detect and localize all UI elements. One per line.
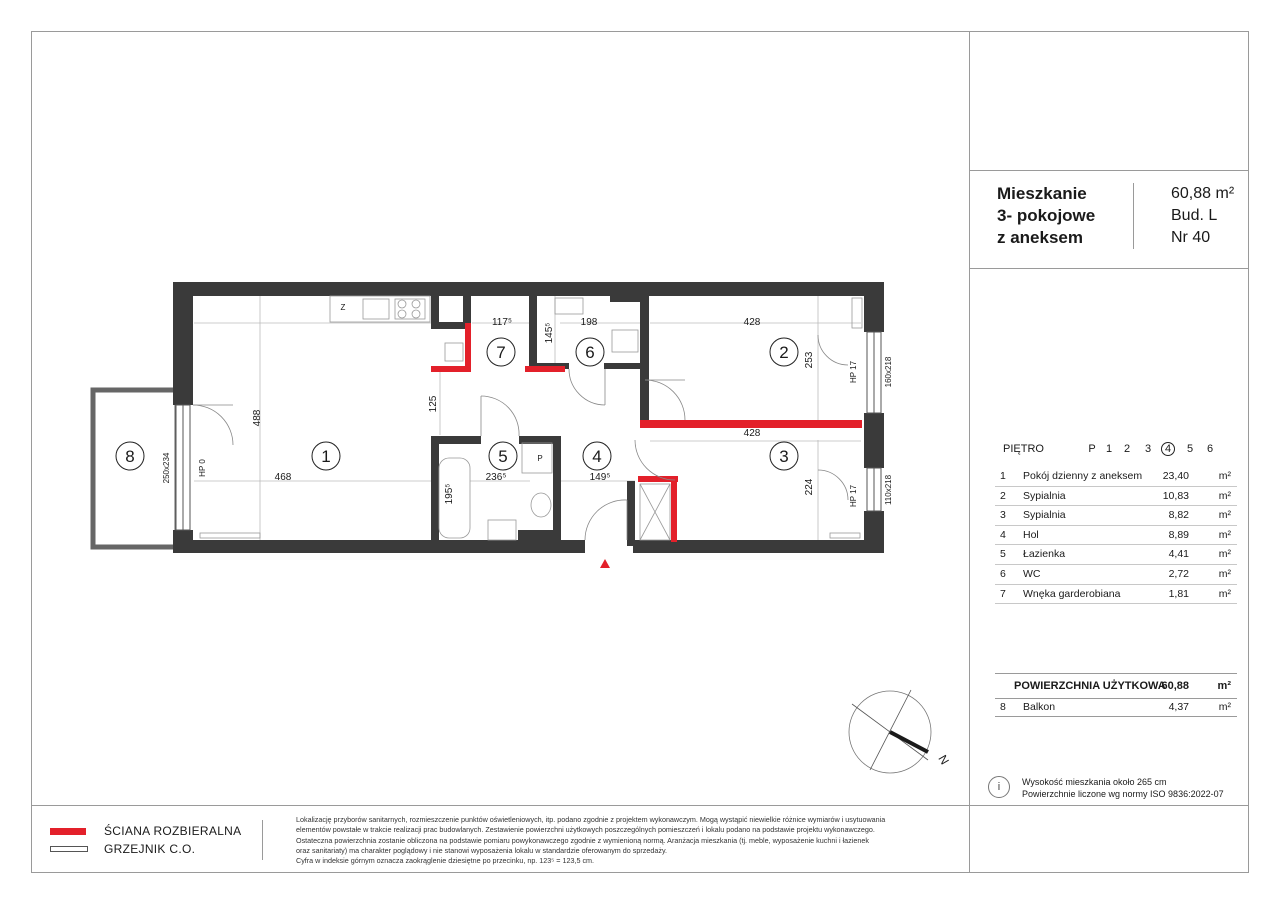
floor-3: 3: [1144, 443, 1152, 455]
sill-height-2: HP 17: [849, 484, 858, 508]
room-unit: m²: [1218, 509, 1231, 522]
footer-rule: [31, 805, 969, 806]
balcony-row: [995, 698, 1237, 717]
building: Bud. L: [1171, 207, 1218, 224]
note-norm: Powierzchnie liczone wg normy ISO 9836:2022-07: [1022, 789, 1224, 799]
floor-4-active: 4: [1161, 442, 1175, 456]
floor-p: P: [1088, 443, 1096, 455]
room-7-label: 7: [496, 343, 506, 362]
room-area: 4,41: [1168, 548, 1189, 561]
apartment-number: Nr 40: [1171, 229, 1211, 246]
dim-1455: 145⁵: [544, 322, 555, 344]
title-line-2: 3- pokojowe: [997, 206, 1096, 225]
total-unit: m²: [1217, 680, 1231, 692]
room-no: 2: [1000, 489, 1006, 502]
room-no: 4: [1000, 528, 1006, 541]
sidebar-divider: [969, 31, 970, 873]
title-line-1: Mieszkanie: [997, 184, 1087, 203]
window-size-2: 110x218: [884, 474, 893, 506]
washer-label: P: [537, 454, 543, 463]
total-label: POWIERZCHNIA UŻYTKOWA: [1014, 680, 1166, 692]
disclaimer-line: Lokalizację przyborów sanitarnych, rozmieszczenie punktów oświetleniowych, itp. podano zgodnie z projektem wykonawczym. Mogą wystąpić niewielkie różnice wymiarów i usytuowania: [296, 815, 886, 824]
compass-rose: [849, 690, 931, 773]
room-4-label: 4: [592, 447, 602, 466]
room-row: [995, 545, 1237, 565]
room-row: [995, 585, 1237, 605]
dim-428-mid: 428: [743, 428, 761, 439]
legend-radiator-label: GRZEJNIK C.O.: [104, 842, 196, 856]
room-no: 1: [1000, 470, 1006, 482]
room-row: [995, 467, 1237, 487]
note-height: Wysokość mieszkania około 265 cm: [1022, 777, 1167, 787]
legend-removable-wall-label: ŚCIANA ROZBIERALNA: [104, 824, 242, 838]
disclaimer-line: Cyfra w indeksie górnym oznacza zaokrąglenie dziesiętne po przecinku, np. 123⁵ = 123,5 cm.: [296, 856, 595, 866]
room-unit: m²: [1218, 567, 1231, 580]
window-size-1: 160x218: [884, 356, 893, 388]
room-area: 23,40: [1162, 470, 1189, 482]
room-unit: m²: [1218, 587, 1231, 600]
room-name: Sypialnia: [1023, 489, 1066, 502]
room-row: [995, 565, 1237, 585]
dim-253: 253: [804, 351, 815, 369]
floor-selector: [1003, 443, 1233, 459]
entrance-marker: [600, 559, 610, 568]
dim-488: 488: [252, 409, 263, 427]
room-area: 8,89: [1168, 528, 1189, 541]
removable-wall: [671, 476, 677, 542]
room-unit: m²: [1218, 548, 1231, 561]
room-2-label: 2: [779, 343, 789, 362]
room-name: WC: [1023, 567, 1041, 580]
dim-1955: 195⁵: [444, 483, 455, 505]
floor-5: 5: [1186, 443, 1194, 455]
removable-wall-swatch: [50, 828, 86, 835]
disclaimer-line: oraz sanitariaty) ma charakter poglądowy i nie stanowi wyposażenia lokalu w standardzie oferowanym do sprzedaży.: [296, 845, 668, 855]
room-name: Wnęka garderobiana: [1023, 587, 1121, 600]
room-no: 5: [1000, 548, 1006, 561]
room-6-label: 6: [585, 343, 595, 362]
room-row: [995, 526, 1237, 546]
removable-wall: [640, 420, 862, 428]
room-area: 8,82: [1168, 509, 1189, 522]
disclaimer: [296, 815, 956, 866]
sidebar-footer-rule: [969, 805, 1249, 806]
fridge-label: Z: [340, 303, 346, 312]
disclaimer-line: elementów powstałe w trakcie realizacji prac budowlanych. Zestawienie powierzchni użytkowych poszczególnych pomieszczeń i lokalu podano na podstawie projektu wykonawczego.: [296, 825, 875, 835]
north-label: N: [935, 752, 952, 768]
removable-wall: [525, 366, 565, 372]
room-3-label: 3: [779, 447, 789, 466]
room-unit: m²: [1218, 489, 1231, 502]
room-unit: m²: [1218, 528, 1231, 541]
room-name: Łazienka: [1023, 548, 1066, 561]
floor-6: 6: [1206, 443, 1214, 455]
room-area: 10,83: [1162, 489, 1189, 502]
total-value: 60,88: [1161, 680, 1189, 692]
room-name: Pokój dzienny z aneksem: [1023, 470, 1143, 482]
room-1-label: 1: [321, 447, 331, 466]
floor-1: 1: [1105, 443, 1113, 455]
sill-height-1: HP 17: [849, 360, 858, 384]
room-area: 1,81: [1168, 587, 1189, 600]
balcony-unit: m²: [1218, 701, 1231, 713]
room-5-label: 5: [498, 447, 508, 466]
title-line-3: z aneksem: [997, 228, 1083, 247]
legend-divider: [262, 820, 263, 860]
room-no: 3: [1000, 509, 1006, 522]
usable-area-total: [995, 673, 1237, 699]
dim-198: 198: [580, 317, 598, 328]
window-size-3: 250x234: [162, 452, 171, 484]
room-row: [995, 506, 1237, 526]
balcony-no: 8: [1000, 701, 1006, 713]
dim-468: 468: [274, 472, 292, 483]
room-area: 2,72: [1168, 567, 1189, 580]
sidebar-rule-1: [969, 170, 1249, 171]
dim-1175: 117⁵: [491, 317, 513, 328]
sidebar-rule-2: [969, 268, 1249, 269]
floor-2: 2: [1123, 443, 1131, 455]
floor-label: PIĘTRO: [1003, 443, 1044, 455]
dim-428-top: 428: [743, 317, 761, 328]
total-area: 60,88 m²: [1171, 185, 1235, 202]
dim-224: 224: [804, 478, 815, 496]
notes: [1022, 776, 1224, 800]
room-list: [995, 467, 1237, 604]
balcony-area: 4,37: [1168, 701, 1189, 713]
room-name: Hol: [1023, 528, 1039, 541]
room-row: [995, 487, 1237, 507]
removable-wall: [465, 323, 471, 369]
disclaimer-line: Ostateczna powierzchnia zostanie obliczona na podstawie pomiaru powykonawczego zgodnie z wymienioną normą. Aranżacja mieszkania (tj. meble, wyposażenie kuchni i łazienek: [296, 835, 869, 845]
title-divider: [1133, 183, 1134, 249]
sill-height-3: HP 0: [198, 459, 207, 477]
balcony-name: Balkon: [1023, 701, 1056, 713]
room-no: 6: [1000, 567, 1006, 580]
room-name: Sypialnia: [1023, 509, 1066, 522]
dim-125: 125: [428, 395, 439, 413]
radiator-swatch: [50, 846, 88, 852]
room-unit: m²: [1218, 470, 1231, 482]
room-no: 7: [1000, 587, 1006, 600]
room-8-label: 8: [125, 447, 135, 466]
dim-1495: 149⁵: [589, 472, 611, 483]
dim-2365: 236⁵: [485, 472, 507, 483]
info-icon: i: [988, 776, 1010, 798]
apartment-title: [997, 183, 1095, 249]
apartment-info: [1171, 183, 1234, 249]
